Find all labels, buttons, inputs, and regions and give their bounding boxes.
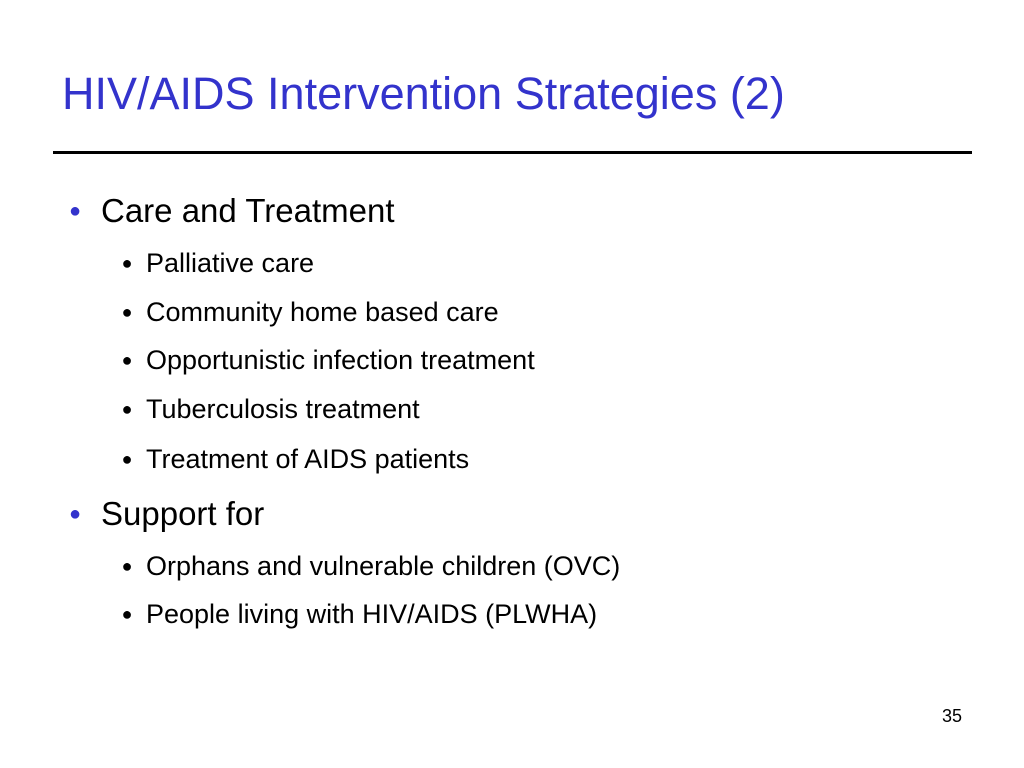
bullet-icon: ●	[121, 350, 133, 370]
slide-title: HIV/AIDS Intervention Strategies (2)	[62, 68, 785, 119]
list-item-label: Community home based care	[146, 297, 499, 327]
list-item-label: People living with HIV/AIDS (PLWHA)	[146, 599, 598, 629]
list-item-label: Orphans and vulnerable children (OVC)	[146, 551, 621, 581]
bullet-icon: ●	[121, 449, 133, 469]
list-item-label: Palliative care	[146, 248, 315, 278]
bullet-icon: ●	[121, 604, 133, 624]
bullet-icon: ●	[121, 399, 133, 419]
section-heading: Care and Treatment	[101, 192, 395, 229]
list-item-label: Treatment of AIDS patients	[146, 444, 470, 474]
section-heading: Support for	[101, 495, 265, 532]
list-item-label: Tuberculosis treatment	[146, 394, 420, 424]
list-item-label: Opportunistic infection treatment	[146, 345, 535, 375]
bullet-icon: ●	[121, 556, 133, 576]
bullet-icon: ●	[121, 302, 133, 322]
bullet-icon: ●	[121, 253, 133, 273]
page-number: 35	[941, 706, 962, 726]
blue-bullet-icon: ●	[68, 200, 82, 222]
blue-bullet-icon: ●	[68, 503, 82, 525]
